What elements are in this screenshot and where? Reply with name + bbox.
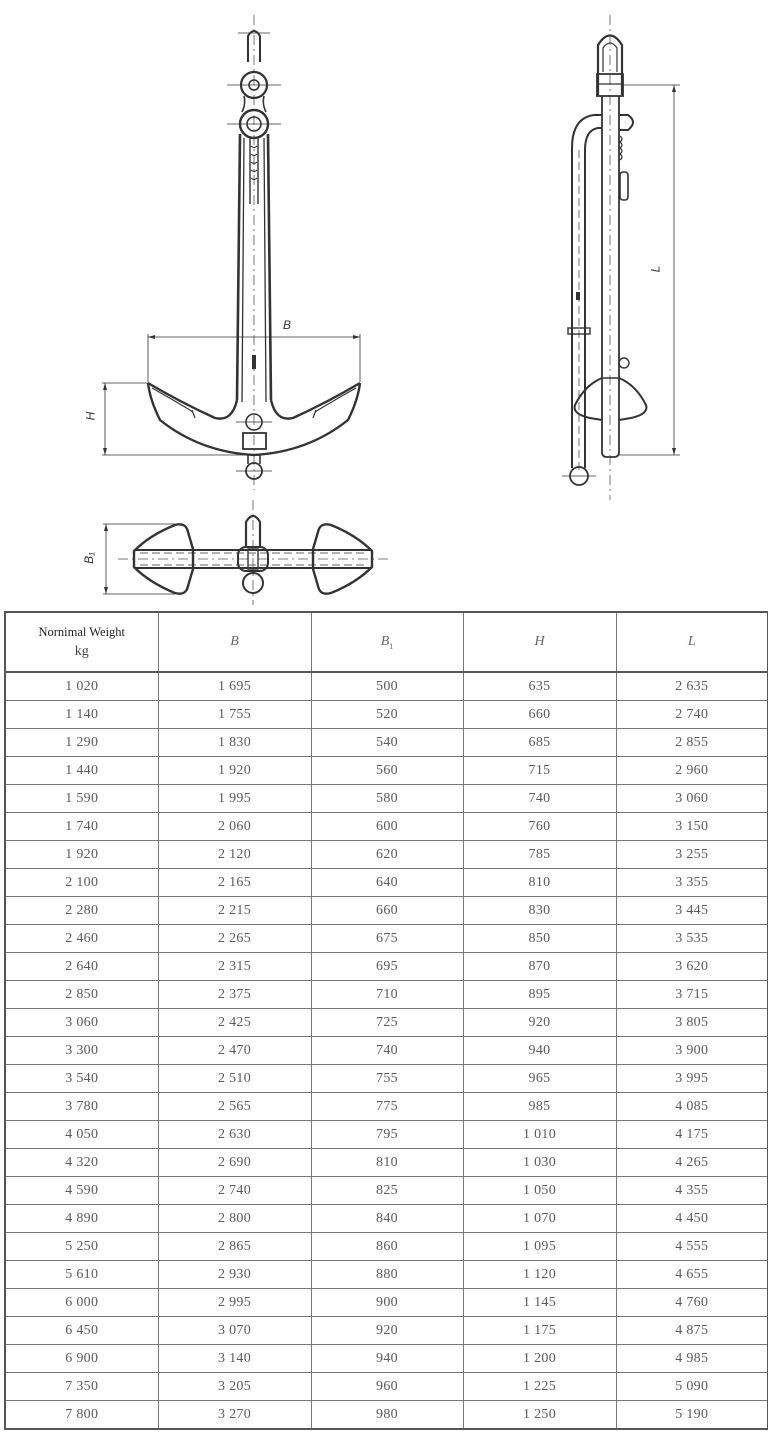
cell-weight: 1 740 — [5, 813, 158, 841]
cell-b1: 725 — [311, 1009, 463, 1037]
cell-h: 940 — [463, 1037, 616, 1065]
cell-b1: 640 — [311, 869, 463, 897]
table-row — [5, 1093, 768, 1121]
cell-b: 2 215 — [158, 897, 311, 925]
cell-b1: 940 — [311, 1345, 463, 1373]
cell-weight: 6 000 — [5, 1289, 158, 1317]
dimension-label-B1: B₁ — [81, 552, 96, 564]
cell-h: 1 145 — [463, 1289, 616, 1317]
cell-b: 1 830 — [158, 729, 311, 757]
cell-h: 1 095 — [463, 1233, 616, 1261]
cell-l: 4 355 — [616, 1177, 768, 1205]
cell-weight: 2 460 — [5, 925, 158, 953]
cell-b1: 960 — [311, 1373, 463, 1401]
cell-b: 2 120 — [158, 841, 311, 869]
cell-b1: 740 — [311, 1037, 463, 1065]
cell-b1: 520 — [311, 701, 463, 729]
table-row — [5, 925, 768, 953]
table-row — [5, 1345, 768, 1373]
cell-b: 3 070 — [158, 1317, 311, 1345]
cell-h: 1 250 — [463, 1401, 616, 1430]
cell-l: 3 150 — [616, 813, 768, 841]
anchor-side-view — [562, 15, 680, 500]
cell-b1: 920 — [311, 1317, 463, 1345]
cell-l: 3 900 — [616, 1037, 768, 1065]
cell-b1: 540 — [311, 729, 463, 757]
cell-l: 4 450 — [616, 1205, 768, 1233]
cell-b: 2 690 — [158, 1149, 311, 1177]
cell-h: 895 — [463, 981, 616, 1009]
cell-l: 3 535 — [616, 925, 768, 953]
table-row — [5, 1317, 768, 1345]
cell-l: 3 255 — [616, 841, 768, 869]
cell-b1: 795 — [311, 1121, 463, 1149]
table-row — [5, 757, 768, 785]
cell-h: 1 050 — [463, 1177, 616, 1205]
cell-b1: 620 — [311, 841, 463, 869]
table-row — [5, 672, 768, 701]
table-row — [5, 701, 768, 729]
table-body — [5, 672, 768, 1429]
cell-h: 830 — [463, 897, 616, 925]
cell-b: 2 865 — [158, 1233, 311, 1261]
cell-h: 660 — [463, 701, 616, 729]
cell-weight: 4 320 — [5, 1149, 158, 1177]
cell-h: 965 — [463, 1065, 616, 1093]
table-row — [5, 1373, 768, 1401]
cell-weight: 3 540 — [5, 1065, 158, 1093]
cell-weight: 3 060 — [5, 1009, 158, 1037]
cell-b: 2 470 — [158, 1037, 311, 1065]
header-B1-sub: 1 — [389, 641, 394, 651]
cell-weight: 1 140 — [5, 701, 158, 729]
cell-weight: 1 920 — [5, 841, 158, 869]
table-row — [5, 813, 768, 841]
cell-l: 3 060 — [616, 785, 768, 813]
header-B1 — [311, 612, 463, 672]
cell-b1: 500 — [311, 672, 463, 701]
cell-h: 760 — [463, 813, 616, 841]
cell-b: 2 800 — [158, 1205, 311, 1233]
cell-l: 4 655 — [616, 1261, 768, 1289]
cell-weight: 6 900 — [5, 1345, 158, 1373]
cell-h: 1 225 — [463, 1373, 616, 1401]
cell-b: 2 425 — [158, 1009, 311, 1037]
cell-h: 1 120 — [463, 1261, 616, 1289]
cell-l: 2 960 — [616, 757, 768, 785]
cell-l: 4 985 — [616, 1345, 768, 1373]
cell-l: 4 760 — [616, 1289, 768, 1317]
cell-l: 3 445 — [616, 897, 768, 925]
anchor-plan-view — [103, 500, 392, 605]
cell-l: 3 620 — [616, 953, 768, 981]
cell-b: 2 630 — [158, 1121, 311, 1149]
header-L: L — [616, 612, 768, 672]
cell-h: 1 070 — [463, 1205, 616, 1233]
table-row — [5, 869, 768, 897]
cell-b1: 560 — [311, 757, 463, 785]
cell-weight: 1 440 — [5, 757, 158, 785]
cell-b1: 880 — [311, 1261, 463, 1289]
cell-weight: 5 610 — [5, 1261, 158, 1289]
cell-b1: 600 — [311, 813, 463, 841]
cell-b1: 755 — [311, 1065, 463, 1093]
cell-b: 2 375 — [158, 981, 311, 1009]
cell-l: 2 740 — [616, 701, 768, 729]
cell-l: 2 855 — [616, 729, 768, 757]
cell-b: 2 930 — [158, 1261, 311, 1289]
cell-weight: 1 290 — [5, 729, 158, 757]
anchor-front-view — [102, 15, 360, 490]
cell-h: 740 — [463, 785, 616, 813]
cell-weight: 6 450 — [5, 1317, 158, 1345]
table-row — [5, 981, 768, 1009]
cell-h: 1 030 — [463, 1149, 616, 1177]
cell-weight: 7 350 — [5, 1373, 158, 1401]
cell-b1: 810 — [311, 1149, 463, 1177]
cell-h: 785 — [463, 841, 616, 869]
cell-weight: 2 850 — [5, 981, 158, 1009]
table-row — [5, 1065, 768, 1093]
cell-b: 1 755 — [158, 701, 311, 729]
table-row — [5, 1121, 768, 1149]
cell-weight: 2 640 — [5, 953, 158, 981]
cell-b: 2 995 — [158, 1289, 311, 1317]
cell-h: 920 — [463, 1009, 616, 1037]
table-row — [5, 841, 768, 869]
table-row — [5, 1261, 768, 1289]
cell-weight: 4 890 — [5, 1205, 158, 1233]
cell-b: 1 695 — [158, 672, 311, 701]
cell-h: 810 — [463, 869, 616, 897]
header-H: H — [463, 612, 616, 672]
cell-l: 4 085 — [616, 1093, 768, 1121]
table-row — [5, 1177, 768, 1205]
cell-h: 985 — [463, 1093, 616, 1121]
cell-h: 850 — [463, 925, 616, 953]
table-row — [5, 1205, 768, 1233]
cell-weight: 1 020 — [5, 672, 158, 701]
cell-b: 3 205 — [158, 1373, 311, 1401]
table-row — [5, 729, 768, 757]
cell-b: 2 060 — [158, 813, 311, 841]
cell-l: 4 555 — [616, 1233, 768, 1261]
cell-l: 3 355 — [616, 869, 768, 897]
table-row — [5, 953, 768, 981]
cell-b1: 900 — [311, 1289, 463, 1317]
cell-l: 5 190 — [616, 1401, 768, 1430]
cell-h: 1 010 — [463, 1121, 616, 1149]
header-weight-label: Nornimal Weight — [38, 625, 126, 639]
cell-h: 715 — [463, 757, 616, 785]
cell-weight: 3 300 — [5, 1037, 158, 1065]
anchor-spec-table — [4, 611, 768, 1430]
cell-weight: 3 780 — [5, 1093, 158, 1121]
table-row — [5, 1401, 768, 1430]
cell-b: 1 995 — [158, 785, 311, 813]
cell-b: 2 265 — [158, 925, 311, 953]
cell-weight: 7 800 — [5, 1401, 158, 1430]
cell-weight: 2 100 — [5, 869, 158, 897]
table-row — [5, 1233, 768, 1261]
cell-b1: 710 — [311, 981, 463, 1009]
dimension-label-H: H — [83, 411, 98, 421]
cell-weight: 4 590 — [5, 1177, 158, 1205]
cell-b1: 660 — [311, 897, 463, 925]
cell-b1: 840 — [311, 1205, 463, 1233]
cell-h: 1 175 — [463, 1317, 616, 1345]
table-row — [5, 1037, 768, 1065]
cell-l: 4 175 — [616, 1121, 768, 1149]
cell-h: 685 — [463, 729, 616, 757]
cell-b1: 675 — [311, 925, 463, 953]
cell-h: 1 200 — [463, 1345, 616, 1373]
cell-b: 2 510 — [158, 1065, 311, 1093]
cell-b: 2 565 — [158, 1093, 311, 1121]
cell-b: 1 920 — [158, 757, 311, 785]
header-weight-unit: kg — [74, 644, 89, 659]
cell-b: 2 315 — [158, 953, 311, 981]
table-row — [5, 1149, 768, 1177]
cell-l: 3 805 — [616, 1009, 768, 1037]
cell-weight: 4 050 — [5, 1121, 158, 1149]
table-row — [5, 1009, 768, 1037]
cell-weight: 2 280 — [5, 897, 158, 925]
header-nominal-weight — [5, 612, 158, 672]
table-row — [5, 897, 768, 925]
cell-l: 3 715 — [616, 981, 768, 1009]
cell-b: 2 740 — [158, 1177, 311, 1205]
cell-b1: 980 — [311, 1401, 463, 1430]
dimension-label-B: B — [283, 318, 292, 332]
header-B1-main: B — [380, 633, 390, 649]
cell-b: 3 270 — [158, 1401, 311, 1430]
cell-weight: 1 590 — [5, 785, 158, 813]
cell-b1: 695 — [311, 953, 463, 981]
cell-b1: 825 — [311, 1177, 463, 1205]
anchor-technical-drawing — [0, 0, 768, 606]
table-row — [5, 785, 768, 813]
cell-b1: 775 — [311, 1093, 463, 1121]
cell-b: 2 165 — [158, 869, 311, 897]
cell-h: 870 — [463, 953, 616, 981]
dimension-label-L: L — [648, 265, 663, 273]
table-header-row — [5, 612, 768, 672]
cell-b1: 580 — [311, 785, 463, 813]
cell-l: 2 635 — [616, 672, 768, 701]
table-row — [5, 1289, 768, 1317]
cell-l: 4 265 — [616, 1149, 768, 1177]
cell-l: 5 090 — [616, 1373, 768, 1401]
header-B: B — [158, 612, 311, 672]
cell-weight: 5 250 — [5, 1233, 158, 1261]
cell-l: 3 995 — [616, 1065, 768, 1093]
cell-h: 635 — [463, 672, 616, 701]
cell-l: 4 875 — [616, 1317, 768, 1345]
cell-b: 3 140 — [158, 1345, 311, 1373]
cell-b1: 860 — [311, 1233, 463, 1261]
